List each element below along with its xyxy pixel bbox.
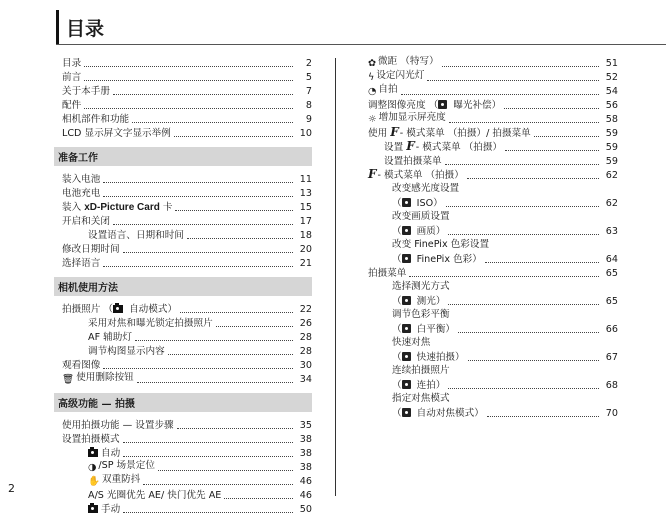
flash-icon: ϟ [368,72,375,83]
toc-entry[interactable]: AF 辅助灯 28 [88,332,312,343]
toc-entry[interactable]: 修改日期时间 20 [62,244,312,255]
toc-entry[interactable]: （ 白平衡） 66 [392,324,618,335]
toc-entry[interactable]: 相机部件和功能 9 [62,114,312,125]
toc-subheading: 改变 FinePix 色彩设置 [392,239,490,250]
section-heading-preparation: 准备工作 [54,147,312,166]
toc-subheading: 选择测光方式 [392,281,450,292]
f-mode-icon: F [368,167,377,181]
toc-entry[interactable]: ◑ /SP 场景定位 38 [88,460,312,473]
iso-icon [402,198,411,207]
toc-entry[interactable]: 使用 F- 模式菜单 （拍摄）/ 拍摄菜单 59 [368,125,618,139]
toc-entry[interactable]: 开启和关闭 17 [62,216,312,227]
toc-entry[interactable]: 关于本手册 7 [62,86,312,97]
toc-entry[interactable]: 使用拍摄功能 — 设置步骤 35 [62,420,312,431]
toc-entry[interactable]: 设置 F- 模式菜单 （拍摄） 59 [384,139,618,153]
white-balance-icon [402,324,411,333]
continuous-shooting-icon [402,380,411,389]
toc-entry[interactable]: 设置语言、日期和时间 18 [88,230,312,241]
toc-left-column [58,56,312,516]
toc-entry[interactable]: 配件 8 [62,100,312,111]
f-mode-icon: F [406,139,415,153]
toc-entry[interactable]: 采用对焦和曝光锁定拍摄照片 26 [88,318,312,329]
toc-entry[interactable]: （ ISO） 62 [392,198,618,209]
f-mode-icon: F [390,125,399,139]
brightness-sun-icon: ☼ [368,114,377,125]
quick-shot-icon [402,352,411,361]
toc-entry[interactable]: 前言 5 [62,72,312,83]
toc-subheading: 改变感光度设置 [392,183,460,194]
macro-flower-icon: ✿ [368,58,377,69]
section-heading-advanced-shooting: 高级功能 — 拍摄 [54,393,312,412]
toc-entry[interactable]: LCD 显示屏文字显示举例 10 [62,128,312,139]
page-title: 目录 [66,18,105,40]
toc-entry[interactable]: 自动 38 [62,446,312,460]
toc-entry[interactable]: （ FinePix 色彩） 64 [392,254,618,265]
toc-entry[interactable]: （ 测光） 65 [392,296,618,307]
toc-entry[interactable]: 装入 xD-Picture Card 卡 15 [62,202,312,213]
toc-entry[interactable]: ϟ 设定闪光灯 52 [368,70,618,83]
toc-subheading: 指定对焦模式 [392,393,450,404]
auto-camera-icon [88,449,98,457]
exposure-compensation-icon [438,100,447,109]
toc-entry[interactable]: 设置拍摄模式 38 [62,434,312,445]
toc-entry[interactable]: 选择语言 21 [62,258,312,269]
section-heading-camera-use: 相机使用方法 [54,277,312,296]
metering-icon [402,296,411,305]
toc-entry[interactable]: F- 模式菜单 （拍摄） 62 [368,167,618,181]
toc-subheading: 快速对焦 [392,337,431,348]
quality-icon [402,226,411,235]
toc-entry[interactable]: ✋ 双重防抖 46 [88,474,312,487]
manual-mode-icon [88,505,98,513]
toc-entry[interactable]: 调整图像亮度 （ 曝光补偿） 56 [368,100,618,111]
toc-entry[interactable]: （ 快速拍摄） 67 [392,352,618,363]
toc-entry[interactable]: A/S 光圈优先 AE/ 快门优先 AE 46 [88,490,312,501]
title-bar-accent [56,10,59,44]
toc-entry[interactable]: ☼ 增加显示屏亮度 58 [368,112,618,125]
toc-entry[interactable]: ◔ 自拍 54 [368,84,618,97]
toc-entry[interactable]: 目录 2 [62,58,312,69]
toc-entry[interactable]: （ 自动对焦模式） 70 [392,408,618,419]
toc-entry[interactable]: 手动 50 [62,502,312,516]
toc-entry[interactable]: 电池充电 13 [62,188,312,199]
toc-entry[interactable]: （ 连拍） 68 [392,380,618,391]
toc-subheading: 连续拍摄照片 [392,365,450,376]
scene-mode-icon: ◑ [88,462,97,473]
toc-entry[interactable]: （ 画质） 63 [392,226,618,237]
page-number: 2 [8,482,15,495]
toc-entry[interactable]: 装入电池 11 [62,174,312,185]
toc-subheading: 改变画质设置 [392,211,450,222]
toc-entry[interactable]: ✿ 微距 （特写） 51 [368,56,618,69]
title-rule [56,44,666,45]
self-timer-icon: ◔ [368,86,377,97]
trash-icon: 🗑 [62,374,75,385]
af-mode-icon [402,408,411,417]
toc-right-column [368,56,618,420]
toc-subheading: 调节色彩平衡 [392,309,450,320]
dual-stabilization-icon: ✋ [88,476,100,487]
toc-entry[interactable]: 调节构图显示内容 28 [88,346,312,357]
auto-mode-camera-icon [113,305,123,313]
toc-entry[interactable]: 设置拍摄菜单 59 [384,156,618,167]
toc-entry[interactable]: 观看图像 30 [62,360,312,371]
toc-entry[interactable]: 拍摄菜单 65 [368,268,618,279]
finepix-color-icon [402,254,411,263]
toc-entry[interactable]: 拍摄照片 （ 自动模式） 22 [62,304,312,315]
toc-entry[interactable]: 🗑 使用删除按钮 34 [62,372,312,385]
column-divider [335,58,336,496]
